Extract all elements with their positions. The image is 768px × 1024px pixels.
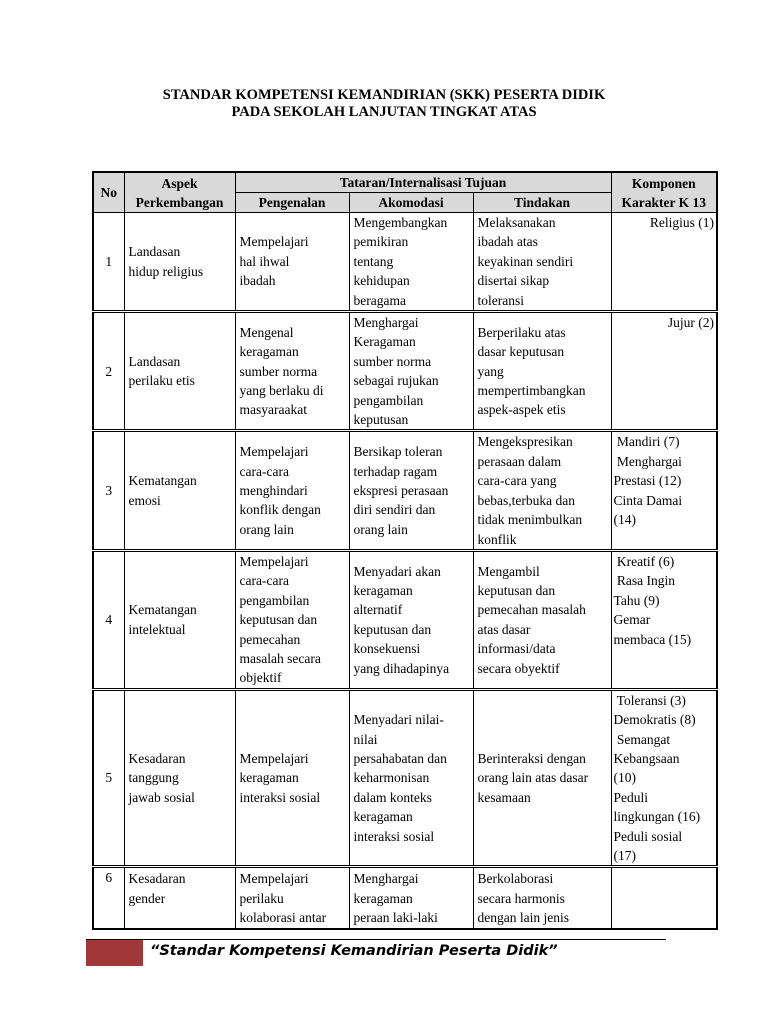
cell-line: Melaksanakan — [477, 215, 556, 230]
table-row — [93, 550, 717, 689]
header-no: No — [93, 172, 124, 213]
cell-line: Landasan — [128, 244, 181, 260]
cell-line: beragama — [353, 292, 406, 308]
cell-line: masalah secara — [239, 650, 321, 666]
cell-line: perasaan dalam — [477, 453, 562, 469]
cell-line: perilaku etis — [128, 373, 195, 389]
cell-line: Bersikap toleran — [353, 444, 443, 460]
cell-line: secara obyektif — [477, 660, 560, 676]
cell-line: Menyadari akan — [353, 563, 441, 579]
cell-line: Mengenal — [239, 324, 294, 340]
cell-line: menghindari — [239, 482, 308, 498]
cell-komponen — [611, 867, 717, 929]
header-komponen — [611, 172, 717, 213]
header-tataran: Tataran/Internalisasi Tujuan — [235, 172, 611, 193]
cell-line: informasi/data — [477, 641, 556, 657]
cell-line: Kematangan — [128, 473, 197, 489]
cell-line: Berinteraksi dengan — [477, 750, 586, 766]
cell-komponen — [611, 689, 717, 867]
cell-line: Toleransi (3) — [613, 692, 686, 708]
cell-line: sumber norma — [239, 363, 318, 379]
table-row — [93, 431, 717, 550]
cell-komponen — [611, 550, 717, 689]
cell-pengenalan — [235, 431, 349, 550]
cell-line: bebas,terbuka dan — [477, 492, 575, 508]
cell-line: tidak menimbulkan — [477, 512, 583, 528]
cell-line: atas dasar — [477, 621, 531, 637]
cell-line: disertai sikap — [477, 273, 550, 289]
cell-tindakan — [473, 312, 611, 431]
cell-line: keputusan — [353, 412, 409, 428]
cell-line: Kebangsaan — [613, 750, 680, 766]
cell-line: Gemar — [613, 612, 651, 628]
cell-tindakan — [473, 689, 611, 867]
title-line-1: STANDAR KOMPETENSI KEMANDIRIAN (SKK) PESERTA DIDIK — [162, 87, 606, 103]
cell-line: pemecahan — [239, 631, 301, 647]
cell-pengenalan — [235, 867, 349, 929]
header-aspek-line: Perkembangan — [135, 194, 224, 210]
cell-line: Keragaman — [353, 334, 416, 350]
cell-line: pemecahan masalah — [477, 602, 586, 618]
cell-komponen — [611, 213, 717, 312]
cell-line: cara-cara — [239, 463, 289, 479]
header-tindakan: Tindakan — [473, 193, 611, 213]
cell-line: sebagai rujukan — [353, 373, 439, 389]
cell-pengenalan — [235, 312, 349, 431]
cell-line: Mempelajari — [239, 234, 309, 250]
table-row — [93, 312, 717, 431]
cell-line: keputusan dan — [239, 612, 318, 628]
cell-line: Jujur (2) — [667, 315, 715, 331]
cell-line: Religius (1) — [649, 215, 715, 230]
cell-aspek — [124, 213, 235, 312]
row-number: 6 — [93, 867, 124, 929]
cell-line: objektif — [239, 670, 282, 686]
cell-line: yang — [477, 363, 504, 379]
cell-line: (17) — [613, 848, 637, 863]
cell-line: Mempelajari — [239, 871, 309, 887]
row-number: 3 — [93, 431, 124, 550]
cell-line: Landasan — [128, 353, 181, 369]
footer-caption: “Standar Kompetensi Kemandirian Peserta Didik” — [150, 943, 558, 959]
cell-line: (14) — [613, 512, 637, 528]
table-body — [93, 213, 717, 929]
cell-line: (10) — [613, 770, 637, 786]
cell-line: keragaman — [239, 770, 299, 786]
cell-line: yang dihadapinya — [353, 660, 450, 676]
cell-line: toleransi — [477, 292, 524, 308]
cell-akomodasi — [349, 431, 473, 550]
cell-line: terhadap ragam — [353, 463, 438, 479]
cell-line: keragaman — [353, 890, 413, 906]
cell-line: masyaraakat — [239, 402, 307, 418]
cell-line: Semangat — [613, 731, 671, 747]
cell-line: Menyadari nilai- — [353, 712, 444, 728]
cell-line: orang lain atas dasar — [477, 770, 589, 786]
cell-tindakan — [473, 867, 611, 929]
cell-line: ibadah atas — [477, 234, 538, 250]
cell-line: pengambilan — [239, 592, 310, 608]
cell-line: interaksi sosial — [239, 789, 321, 805]
header-aspek-line: Aspek — [161, 175, 198, 191]
cell-line: Berkolaborasi — [477, 871, 554, 887]
cell-line: membaca (15) — [613, 631, 692, 647]
title-line-2: PADA SEKOLAH LANJUTAN TINGKAT ATAS — [231, 104, 537, 120]
cell-line: pemikiran — [353, 234, 409, 250]
cell-line: Kreatif (6) — [613, 553, 675, 569]
cell-line: keharmonisan — [353, 770, 430, 786]
cell-akomodasi — [349, 689, 473, 867]
cell-line: ekspresi perasaan — [353, 482, 449, 498]
skk-table — [92, 171, 718, 930]
cell-line: interaksi sosial — [353, 828, 435, 844]
cell-line: Menghargai — [353, 315, 419, 331]
cell-line: emosi — [128, 492, 161, 508]
table-row — [93, 689, 717, 867]
cell-line: keputusan dan — [353, 621, 432, 637]
cell-line: dengan lain jenis — [477, 910, 569, 926]
cell-komponen — [611, 312, 717, 431]
cell-aspek — [124, 312, 235, 431]
cell-line: Mengekspresikan — [477, 434, 573, 450]
cell-line: cara-cara yang — [477, 473, 557, 489]
cell-line: gender — [128, 890, 166, 906]
cell-tindakan — [473, 431, 611, 550]
cell-line: lingkungan (16) — [613, 809, 701, 825]
table-row — [93, 867, 717, 929]
cell-line: yang berlaku di — [239, 382, 324, 398]
cell-line: Peduli — [613, 789, 649, 805]
cell-line: Menghargai — [613, 453, 682, 469]
cell-line: keragaman — [353, 583, 413, 599]
cell-line: cara-cara — [239, 573, 289, 589]
cell-line: keragaman — [239, 344, 299, 360]
cell-line: hal ihwal — [239, 253, 290, 269]
cell-line: kolaborasi antar — [239, 910, 327, 926]
cell-aspek — [124, 867, 235, 929]
table-row — [93, 213, 717, 312]
header-pengenalan: Pengenalan — [235, 193, 349, 213]
cell-pengenalan — [235, 689, 349, 867]
cell-line: Rasa Ingin — [613, 573, 676, 589]
cell-line: Mengambil — [477, 563, 540, 579]
cell-akomodasi — [349, 867, 473, 929]
cell-aspek — [124, 431, 235, 550]
cell-line: konflik — [477, 531, 517, 547]
cell-line: Peduli sosial — [613, 828, 683, 844]
cell-line: kesamaan — [477, 789, 531, 805]
cell-line: perilaku — [239, 890, 284, 906]
footer-divider — [86, 939, 666, 940]
footer-accent-block — [86, 940, 143, 966]
cell-line: peraan laki-laki — [353, 910, 438, 926]
row-number: 4 — [93, 550, 124, 689]
cell-line: intelektual — [128, 621, 186, 637]
cell-line: ibadah — [239, 273, 276, 289]
cell-line: Mempelajari — [239, 750, 309, 766]
cell-line: Kesadaran — [128, 871, 186, 887]
cell-line: dalam konteks — [353, 789, 432, 805]
cell-line: konflik dengan — [239, 502, 321, 518]
cell-aspek — [124, 689, 235, 867]
cell-line: jawab sosial — [128, 789, 195, 805]
cell-aspek — [124, 550, 235, 689]
header-komponen-line: Komponen — [631, 175, 696, 191]
cell-akomodasi — [349, 213, 473, 312]
cell-line: Mempelajari — [239, 444, 309, 460]
cell-line: mempertimbangkan — [477, 382, 586, 398]
cell-line: Mempelajari — [239, 553, 309, 569]
cell-line: Kesadaran — [128, 750, 186, 766]
row-number: 5 — [93, 689, 124, 867]
cell-line: Mandiri (7) — [613, 434, 680, 450]
row-number: 1 — [93, 213, 124, 312]
cell-line: nilai — [353, 731, 378, 747]
cell-line: hidup religius — [128, 263, 204, 279]
cell-line: Menghargai — [353, 871, 419, 887]
cell-line: alternatif — [353, 602, 403, 618]
cell-line: tanggung — [128, 770, 179, 786]
cell-pengenalan — [235, 550, 349, 689]
cell-line: orang lain — [239, 521, 294, 537]
cell-line: tentang — [353, 253, 394, 269]
cell-line: keragaman — [353, 809, 413, 825]
document-title — [0, 87, 768, 121]
cell-line: Kematangan — [128, 602, 197, 618]
cell-pengenalan — [235, 213, 349, 312]
cell-line: secara harmonis — [477, 890, 565, 906]
cell-line: konsekuensi — [353, 641, 421, 657]
cell-line: Tahu (9) — [613, 592, 660, 608]
cell-line: persahabatan dan — [353, 750, 447, 766]
cell-akomodasi — [349, 312, 473, 431]
cell-line: keyakinan sendiri — [477, 253, 574, 269]
header-akomodasi: Akomodasi — [349, 193, 473, 213]
cell-line: kehidupan — [353, 273, 410, 289]
cell-line: Prestasi (12) — [613, 473, 682, 489]
header-komponen-line: Karakter K 13 — [621, 194, 707, 210]
cell-line: diri sendiri dan — [353, 502, 436, 518]
cell-line: Demokratis (8) — [613, 712, 696, 728]
cell-line: Cinta Damai — [613, 492, 683, 508]
cell-line: dasar keputusan — [477, 344, 565, 360]
row-number: 2 — [93, 312, 124, 431]
cell-komponen — [611, 431, 717, 550]
cell-line: Mengembangkan — [353, 215, 448, 230]
cell-tindakan — [473, 213, 611, 312]
cell-line: keputusan dan — [477, 583, 556, 599]
cell-line: pengambilan — [353, 392, 424, 408]
cell-akomodasi — [349, 550, 473, 689]
cell-line: aspek-aspek etis — [477, 402, 566, 418]
cell-line: sumber norma — [353, 353, 432, 369]
cell-line: orang lain — [353, 521, 408, 537]
cell-line: Berperilaku atas — [477, 324, 566, 340]
header-aspek — [124, 172, 235, 213]
cell-tindakan — [473, 550, 611, 689]
